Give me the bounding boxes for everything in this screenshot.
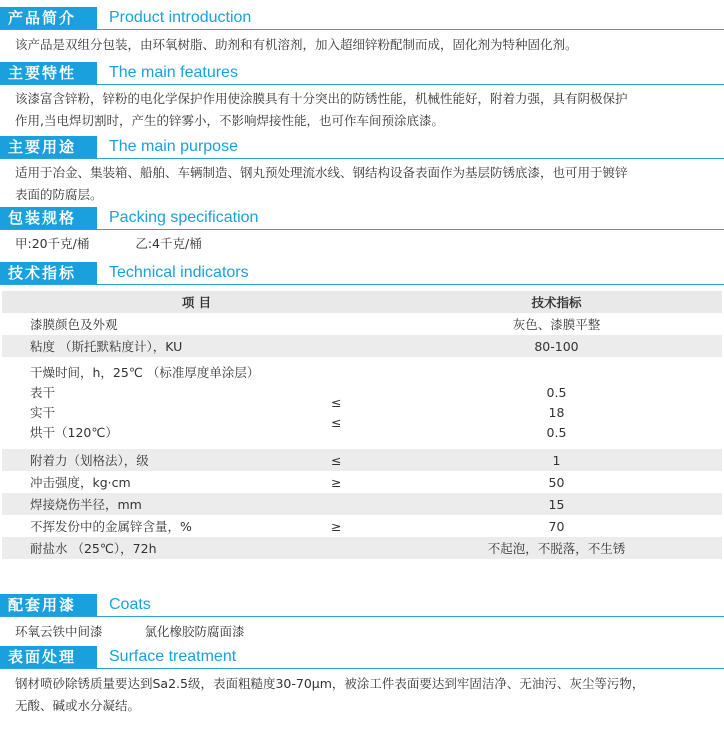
section-title-coats: Coats: [109, 596, 151, 613]
table-row: [2, 471, 722, 493]
intro-text: 该产品是双组分包装，由环氧树脂、助剂和有机溶剂，加入超细锌粉配制而成，固化剂为特种固化剂。: [15, 37, 578, 52]
row-op: ≥: [331, 515, 391, 537]
section-tag-purpose: 主要用途: [0, 136, 97, 158]
surface-line-2: 无酸、碱或水分凝结。: [15, 698, 141, 713]
row-op: [331, 537, 391, 559]
section-tag-coats: 配套用漆: [0, 594, 97, 616]
row-item: 粘度 （斯托默粘度计），KU: [2, 335, 331, 357]
packing-text: [15, 233, 715, 255]
section-tag-features: 主要特性: [0, 62, 97, 84]
packing-b: 乙:4千克/桶: [135, 236, 202, 251]
row-op: [331, 313, 391, 335]
table-row: [2, 515, 722, 537]
purpose-line-2: 表面的防腐层。: [15, 187, 103, 202]
drying-values: [391, 357, 722, 449]
table-header: [2, 291, 722, 313]
section-header-packing: [0, 207, 724, 230]
features-line-1: 该漆富含锌粉，锌粉的电化学保护作用使涂膜具有十分突出的防锈性能，机械性能好，附着力强，具有阴极保护: [15, 91, 628, 106]
features-text: [15, 88, 715, 132]
section-tag-surface: 表面处理: [0, 646, 97, 668]
table-row: [2, 449, 722, 471]
section-header-coats: [0, 594, 724, 617]
section-tag-packing: 包装规格: [0, 207, 97, 229]
drying-hard-op: ≤: [331, 415, 342, 430]
drying-surface-item: 表干: [30, 385, 56, 400]
row-item: 不挥发份中的金属锌含量，%: [2, 515, 331, 537]
drying-bake-item: 烘干（120℃）: [30, 425, 118, 440]
section-title-technical: Technical indicators: [109, 264, 249, 281]
section-title-purpose: The main purpose: [109, 138, 238, 155]
section-header-features: [0, 62, 724, 85]
drying-surface-op: ≤: [331, 395, 342, 410]
table-row: [2, 313, 722, 335]
row-op: [331, 335, 391, 357]
section-title-surface: Surface treatment: [109, 648, 237, 665]
table-row: [2, 335, 722, 357]
section-tag-technical: 技术指标: [0, 262, 97, 284]
row-op: ≤: [331, 449, 391, 471]
row-value: 不起泡，不脱落，不生锈: [391, 537, 722, 559]
packing-a: 甲:20千克/桶: [15, 236, 90, 251]
surface-text: [15, 673, 715, 717]
row-value: 灰色、漆膜平整: [391, 313, 722, 335]
drying-hard-value: 18: [548, 405, 565, 420]
section-title-features: The main features: [109, 64, 238, 81]
purpose-text: [15, 162, 715, 206]
table-row: [2, 493, 722, 515]
purpose-line-1: 适用于冶金、集装箱、船舶、车辆制造、钢丸预处理流水线、钢结构设备表面作为基层防锈底漆，也可用于镀锌: [15, 165, 628, 180]
section-title-packing: Packing specification: [109, 209, 259, 226]
row-item: 焊接烧伤半径，mm: [2, 493, 331, 515]
row-value: 80-100: [391, 335, 722, 357]
row-item: 漆膜颜色及外观: [2, 313, 331, 335]
features-line-2: 作用,当电焊切割时，产生的锌雾小，不影响焊接性能，也可作车间预涂底漆。: [15, 113, 444, 128]
technical-table: [2, 291, 722, 559]
table-row: [2, 537, 722, 559]
section-header-intro: [0, 7, 724, 30]
row-op: [331, 493, 391, 515]
row-value: 70: [391, 515, 722, 537]
section-header-surface: [0, 646, 724, 669]
row-item: 耐盐水 （25℃），72h: [2, 537, 331, 559]
row-value: 1: [391, 449, 722, 471]
row-value: 15: [391, 493, 722, 515]
row-value: 50: [391, 471, 722, 493]
drying-ops: [331, 357, 391, 449]
section-tag-intro: 产品简介: [0, 7, 97, 29]
row-op: ≥: [331, 471, 391, 493]
surface-line-1: 钢材喷砂除锈质量要达到Sa2.5级，表面粗糙度30-70μm，被涂工件表面要达到牢固洁净、无油污、灰尘等污物，: [15, 676, 645, 691]
drying-items: [2, 357, 331, 449]
coats-text: [15, 621, 715, 643]
coats-b: 氯化橡胶防腐面漆: [144, 624, 245, 639]
drying-title: 干燥时间，h，25℃ （标准厚度单涂层）: [30, 365, 260, 380]
row-item: 冲击强度，kg·cm: [2, 471, 331, 493]
section-header-technical: [0, 262, 724, 285]
drying-surface-value: 0.5: [546, 385, 567, 400]
section-header-purpose: [0, 136, 724, 159]
drying-hard-item: 实干: [30, 405, 56, 420]
section-title-intro: Product introduction: [109, 9, 252, 26]
table-row-drying: [2, 357, 722, 449]
coats-a: 环氧云铁中间漆: [15, 624, 103, 639]
header-value: 技术指标: [391, 291, 722, 313]
drying-bake-value: 0.5: [546, 425, 567, 440]
row-item: 附着力（划格法），级: [2, 449, 331, 471]
header-item: 项 目: [2, 291, 391, 313]
